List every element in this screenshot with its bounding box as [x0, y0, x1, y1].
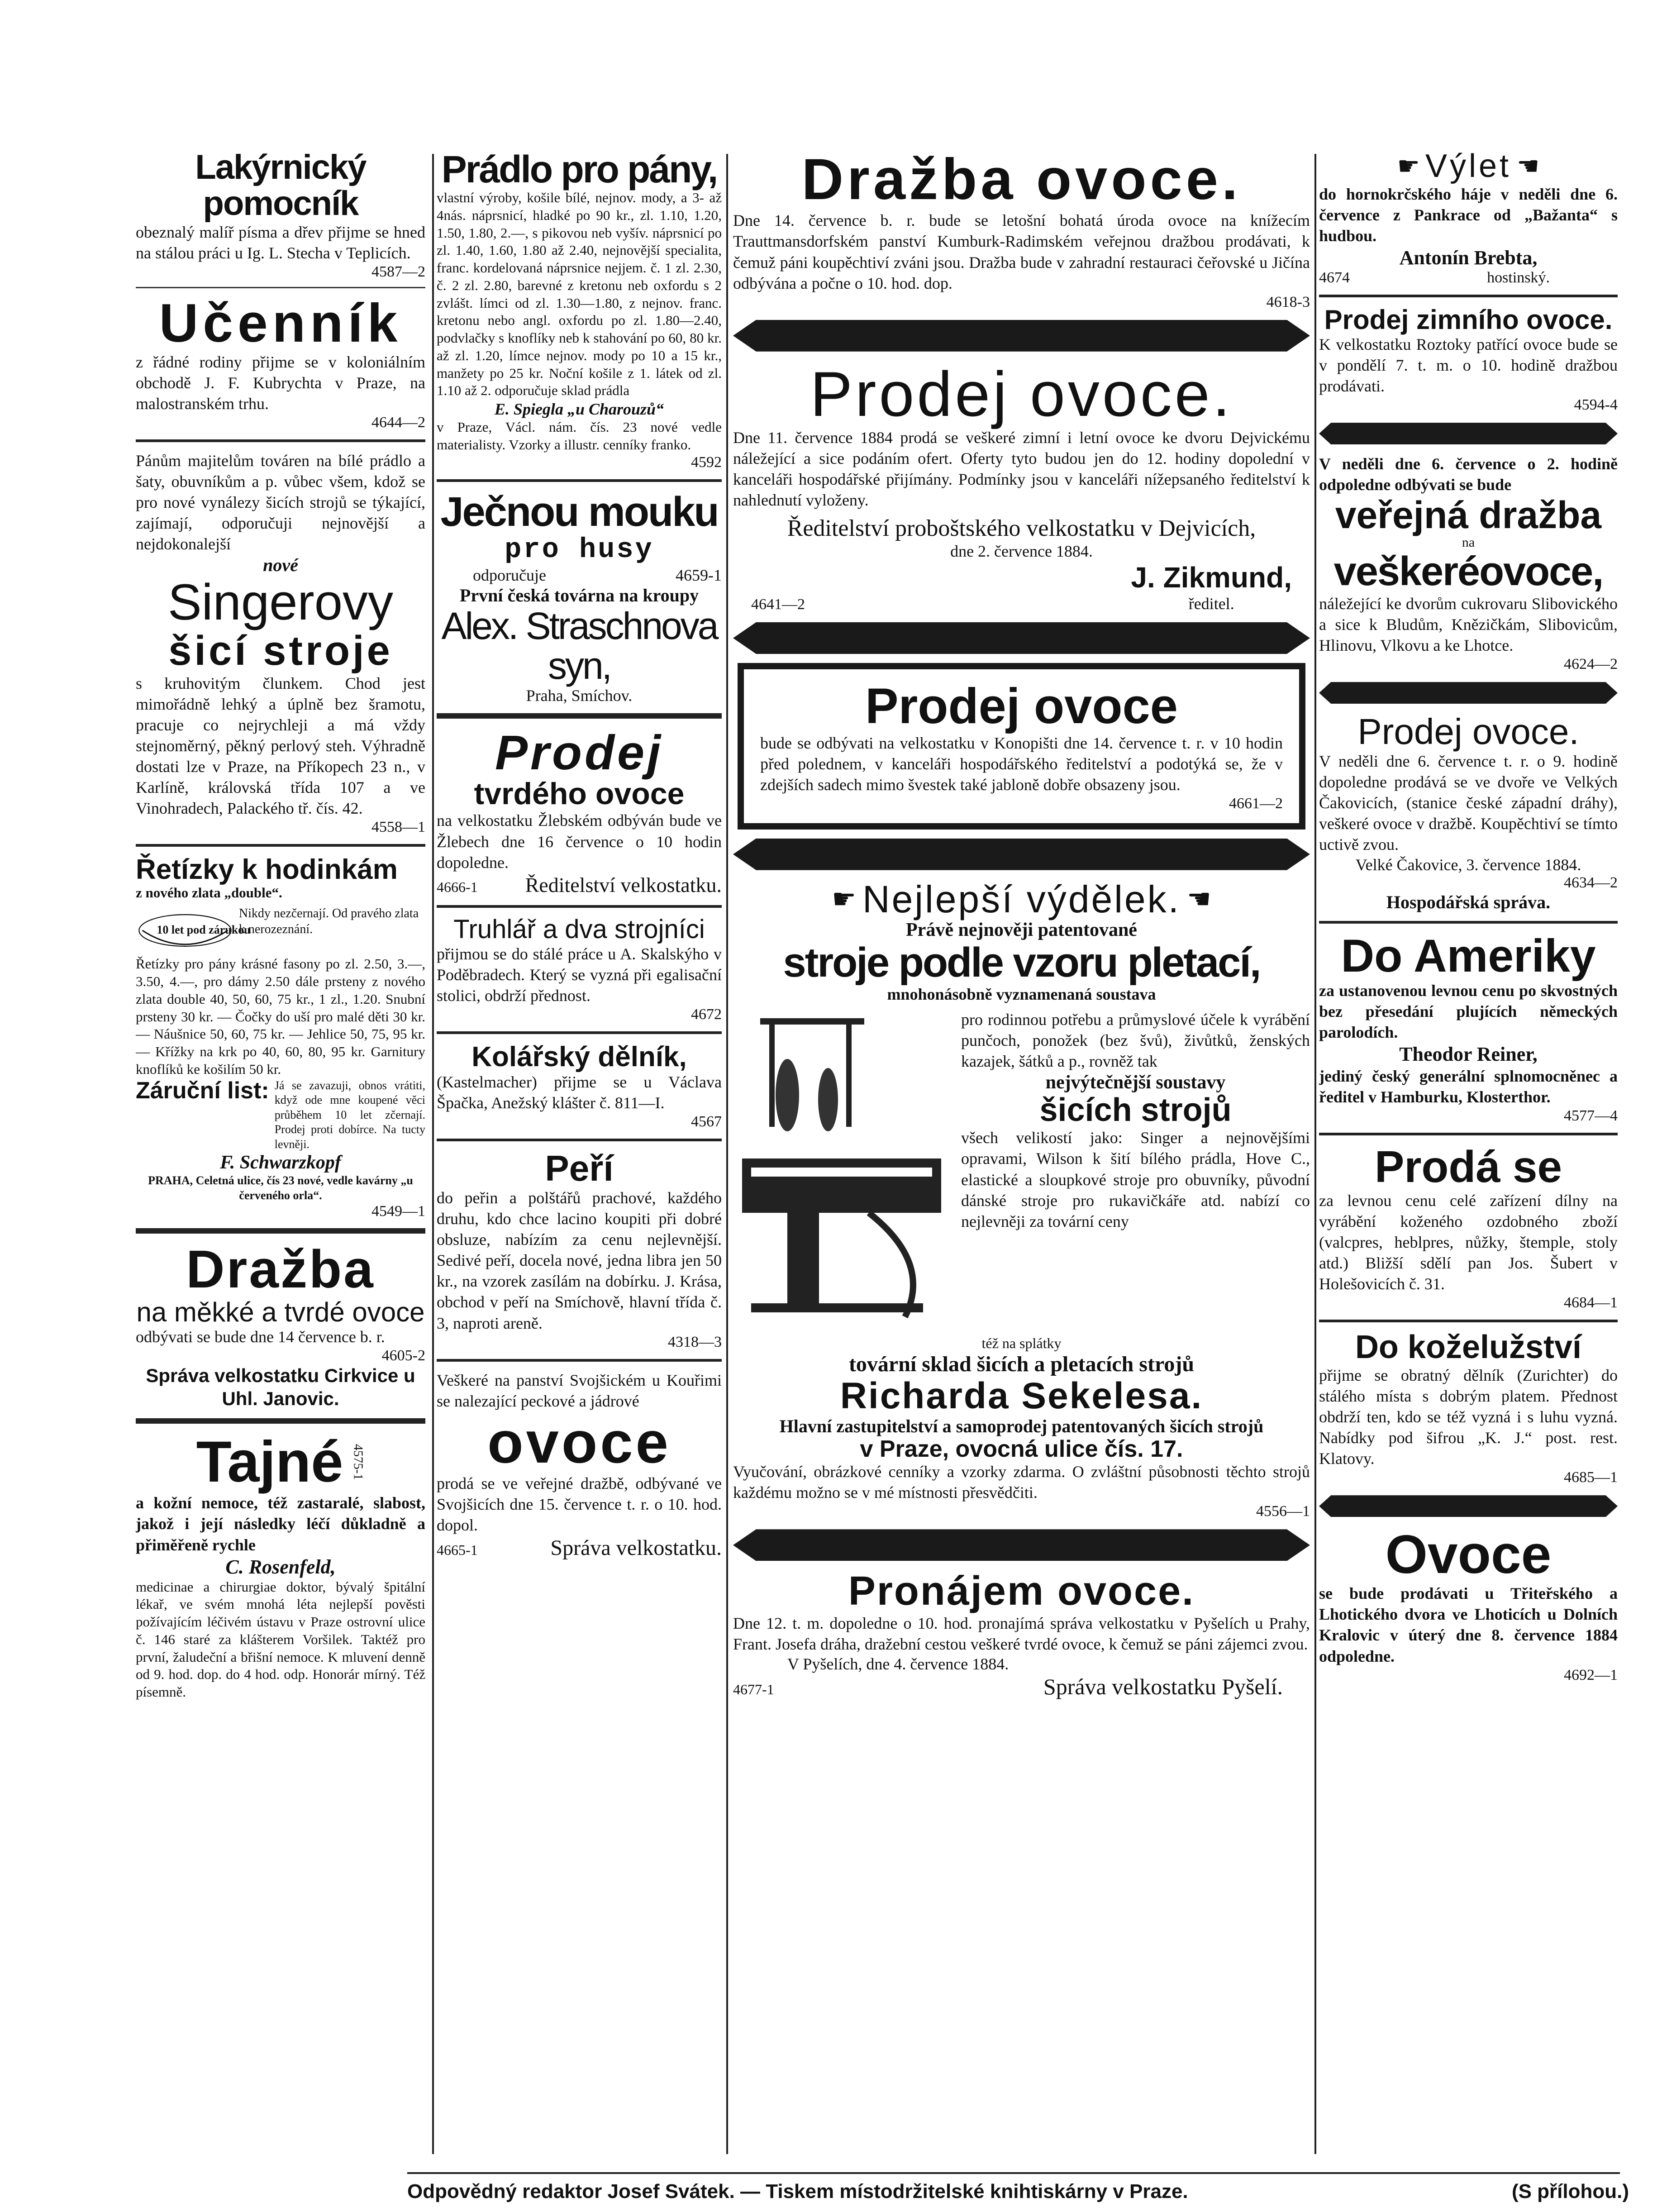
ad-address: Praha, Smíchov.	[526, 686, 633, 705]
ad-title: Výlet	[1425, 149, 1512, 184]
ad-signature: Správa velkostatku Cirkvice u Uhl. Janovic.	[146, 1365, 415, 1409]
column-2	[437, 149, 722, 2163]
divider	[1319, 1320, 1618, 1322]
divider	[1319, 1133, 1618, 1135]
ad-text: Vyučování, obrázkové cenníky a vzorky zdarma. O zvláštní působnosti těchto strojů každému možno se v mé místnosti přesvědčiti.	[733, 1463, 1310, 1502]
ad-title: Do Ameriky	[1341, 930, 1596, 982]
ad-subtitle: mnohonásobně vyznamenaná soustava	[887, 985, 1156, 1003]
ad-kolarsky	[437, 1042, 722, 1130]
ad-number: 4592	[691, 453, 722, 471]
ad-title: Dražba	[186, 1239, 375, 1300]
ad-highlight: nejvýtečnější soustavy	[1045, 1072, 1226, 1093]
ad-text: Dne 11. července 1884 prodá se veškeré zimní i letní ovoce ke dvoru Dejvickému náležející a sice podáním ofert. Oferty tyto budou jen do 12. hodiny dopolední v kanceláři hospodářské přijímány. Podmínky jsou v kanceláři nížepsaného ředitelství k nahlednutí vyloženy.	[733, 428, 1310, 509]
ad-text: odporučuje	[473, 566, 546, 585]
ad-text: náležející ke dvorům cukrovaru Slibovického a sice k Bludům, Knězičkám, Slibovicům, Hlinovu, Vlkovu a ke Lhotce.	[1319, 594, 1618, 655]
ad-name: Antonín Brebta,	[1399, 246, 1538, 269]
ad-title: Prodej	[495, 725, 664, 780]
column-4	[1319, 149, 1618, 2163]
ad-drazba-ovoce	[733, 149, 1310, 311]
ad-prodej-dejvice	[733, 358, 1310, 613]
ad-text: do hornokrčského háje v neděli dne 6. července z Pankrace od „Bažanta“ s hudbou.	[1319, 185, 1618, 245]
ad-director: J. Zikmund,	[1131, 561, 1292, 594]
ad-proda-se	[1319, 1144, 1618, 1311]
ad-title: ovoce	[487, 1409, 671, 1475]
ad-title: Prodá se	[1375, 1142, 1562, 1192]
divider	[136, 439, 425, 442]
ad-subtitle: šicí stroje	[168, 627, 393, 674]
ad-title: Prodej ovoce	[865, 678, 1178, 734]
column-rule	[726, 154, 728, 2154]
ad-text: na velkostatku Žlebském odbýván bude ve Žlebech dne 16 července o 10 hodin dopoledne.	[437, 811, 722, 872]
ad-text: Veškeré na panství Svojšickém u Kouřimi se nalezající peckové a jádrové	[437, 1371, 722, 1410]
ad-title: Prádlo pro pány,	[441, 149, 717, 191]
ornamental-band	[733, 622, 1310, 654]
ad-number: 4641—2	[751, 596, 805, 613]
ad-number: 4558—1	[371, 819, 425, 836]
ad-text: Řetízky pro pány krásné fasony po zl. 2.50, 3.—, 3.50, 4.—, pro dámy 2.50 dále prsteny z nového zlata double 40, 50, 60, 75 kr., 1 zl., 1.20. Snubní prsteny 30 kr. — Čočky do uší pro malé děti 30 kr. — Náušnice 50, 60, 75 kr. — Jehlice 50, 75, 95 kr. — Křížky na krk po 40, 60, 80, 95 kr. Garnitury knoflíků ke košilím 50 kr.	[136, 956, 425, 1077]
ad-number: 4587—2	[371, 263, 425, 280]
divider	[437, 1139, 722, 1141]
ad-number: 4666-1	[437, 878, 478, 895]
ad-title: Singerovy	[167, 574, 394, 631]
ad-name: Theodor Reiner,	[1399, 1043, 1538, 1065]
ad-title: Řetízky k hodinkám	[136, 854, 398, 886]
ad-retizky	[136, 855, 425, 1220]
ad-text: V neděli dne 6. července o 2. hodině odpoledne odbývati se bude	[1319, 455, 1618, 494]
ad-number: 4674	[1319, 269, 1350, 286]
ad-number: 4318—3	[668, 1333, 722, 1350]
ad-firm: Richarda Sekelesa.	[840, 1375, 1203, 1416]
ad-number: 4672	[691, 1006, 722, 1023]
ad-title: Do koželužství	[1355, 1329, 1582, 1366]
ad-text: jediný český generální splnomocněnec a ředitel v Hamburku, Klosterthor.	[1319, 1067, 1618, 1106]
ad-text: též na splátky	[981, 1335, 1062, 1351]
ad-address: v Praze, ovocná ulice čís. 17.	[860, 1435, 1183, 1462]
pointing-hand-icon: ☛	[1397, 153, 1420, 181]
ad-number: 4556—1	[1256, 1503, 1310, 1520]
ad-text: do peřin a polštářů prachové, každého druhu, kdo chce lacino koupiti při dobré obsluze, nabízím za cenu nejlevnější. Sedivé peří, docela nové, jedna libra jen 50 kr., na vzorek zasílám na dobírku. J. Krása, obchod v peří na Smíchově, hlavní třída č. 3, naproti areně.	[437, 1189, 722, 1332]
ad-text: V neděli dne 6. července t. r. o 9. hodině dopoledne prodává se ve dvoře ve Velkých Čakovicích, (stanice české západní dráhy), veškeré ovoce v dražbě. Koupěchtiví se tímto uctivě zvou.	[1319, 752, 1618, 854]
ornamental-band	[1319, 423, 1618, 444]
ad-verejna-drazba	[1319, 453, 1618, 673]
ad-number: 4577—4	[1564, 1107, 1618, 1125]
ad-text: přijmou se do stálé práce u A. Skalskýho v Poděbradech. Který se vyzná při egalisační stolici, obdrží přednost.	[437, 944, 722, 1005]
footer-imprint: Odpovědný redaktor Josef Svátek. — Tiskem místodržitelské knihtiskárny v Praze.	[407, 2180, 1188, 2202]
ad-title: Ječnou mouku	[440, 488, 718, 535]
ad-text: Dne 12. t. m. dopoledne o 10. hod. pronajímá správa velkostatku v Pyšelích u Prahy, Frant. Josefa dráha, dražební cestou veškeré tvrdé ovoce, k čemuž se páni zájemci zvou.	[733, 1614, 1310, 1653]
ad-subtitle: tvrdého ovoce	[474, 777, 685, 811]
ad-title: Kolářský dělník,	[471, 1041, 687, 1073]
ad-truhlar	[437, 916, 722, 1023]
ad-text: vlastní výroby, košile bílé, nejnov. mody, a 3- až 4nás. náprsnicí, hladké po 90 kr., zl. 1.10, 1.20, 1.50, 1.80, 2.—, s pikovou neb vyšív. náprsnicí po zl. 1.40, 1.60, 1.80 až 2.40, nejnovější specialita, franc. kordelovaná náprsnice nejjem. č. 1 zl. 2.30, č. 2 zl. 2.80, barevné z kretonu neb oxfordu s 2 zvlášt. límci od zl. 1.30—1.80, z nejnov. franc. kretonu nebo angl. oxfordu po zl. 1.80—2.40, podvlačky s knoflíky neb k stahování po 60, 80 kr. až zl. 1.20, límce nejnov. mody po 10 a 15 kr., manžety po 25 kr. Noční košile z 1. látek od zl. 1.10 až 2. odporučuje sklad prádla	[437, 190, 722, 399]
divider	[136, 287, 425, 288]
column-3	[733, 149, 1310, 2163]
ad-ucennik	[136, 292, 425, 431]
ad-text: Dne 14. července b. r. bude se letošní bohatá úroda ovoce na knížecím Trauttmansdorfském panství Kumburk-Radimském veřejnou dražbou prodávati, k čemuž páni koupěchtiví zváni jsou. Dražba bude v zahradní restauraci čeřovské u Jičína odbývána a počne o 10. hod. dop.	[733, 211, 1310, 292]
ad-number: 4618-3	[1266, 293, 1310, 310]
ad-vylet	[1319, 149, 1618, 286]
footer-supplement: (S přílohou.)	[1511, 2180, 1629, 2202]
ad-role: hostinský.	[1487, 269, 1550, 286]
ad-text: (Kastelmacher) přijme se u Václava Špačka, Anežský klášter č. 811—I.	[437, 1073, 722, 1112]
ad-text: bude se odbývati na velkostatku v Konopišti dne 14. července t. r. v 10 hodin před polednem, v kanceláři hospodářského ředitelství a podotýká se, že v zdejších sadech mimo švestek také jabloně dobře obsazeny jsou.	[760, 734, 1283, 794]
ad-date: Velké Čakovice, 3. července 1884.	[1355, 855, 1581, 874]
ad-zimni-ovoce	[1319, 305, 1618, 414]
ad-number: 4605-2	[381, 1347, 425, 1364]
ad-tajne	[136, 1429, 425, 1701]
ad-text: odbývati se bude dne 14 července b. r.	[136, 1328, 385, 1346]
ad-title: Prodej ovoce.	[1357, 711, 1579, 752]
divider	[136, 844, 425, 847]
ad-number: 4634—2	[1564, 874, 1618, 891]
ad-text: z řádné rodiny přijme se v koloniálním obchodě J. F. Kubrychta v Praze, na malostranském trhu.	[136, 353, 425, 413]
ad-number: 4677-1	[733, 1681, 774, 1698]
ad-signature: Ředitelství proboštského velkostatku v Dejvicích,	[787, 515, 1256, 542]
ornamental-band	[1319, 1495, 1618, 1517]
ad-title: Pronájem ovoce.	[848, 1568, 1195, 1614]
ad-signature: Správa velkostatku.	[550, 1536, 722, 1560]
ad-jecna-mouka	[437, 490, 722, 705]
ornamental-band	[733, 320, 1310, 352]
ad-number: 4624—2	[1564, 656, 1618, 673]
ad-text: všech velikostí jako: Singer a nejnovějšími opravami, Wilson k šití bílého prádla, Hove C., elastické a sloupkové stroje pro obuvníky, původní dánské stroje pro rukavičkáře atd. nabízí co nejlevněji za tovární ceny	[961, 1129, 1310, 1230]
ad-number: 4659-1	[676, 566, 722, 585]
ad-number: 4692—1	[1564, 1666, 1618, 1683]
ornamental-band	[733, 1529, 1310, 1561]
ad-text: s kruhovitým člunkem. Chod jest mimořádně lehký a úplně bez šramotu, pracuje co nejrychleji a má vždy stejnoměrný, pěkný perlový steh. Výhradně dostati lze v Praze, na Příkopech 23 n., v Karlíně, královská třída 107 a ve Vinohradech, Palackého tř. čís. 42.	[136, 674, 425, 818]
ad-text: obeznalý malíř písma a dřev přijme se hned na stálou práci u Ig. L. Stecha v Teplicích.	[136, 223, 425, 262]
ad-role: ředitel.	[1188, 595, 1234, 613]
ad-title: Dražba ovoce.	[801, 149, 1242, 212]
ad-text: za ustanovenou levnou cenu po skvostných bez přesedání plujících německých parolodích.	[1319, 981, 1618, 1041]
ad-signature: Hospodářská správa.	[1386, 891, 1551, 912]
warranty-badge-text: 10 let pod zárukou	[157, 923, 251, 936]
ad-text: Pánům majitelům továren na bílé prádlo a šaty, obuvníkům a p. vůbec všem, kdož se pro nové vynálezy šicích strojů se týkající, zajímají, odporučuji nejnovější a nejdokonalejší	[136, 451, 425, 553]
ad-lakyrnik	[136, 149, 425, 281]
ad-signature: Správa velkostatku Pyšelí.	[1043, 1674, 1283, 1700]
ad-title: Lakýrnický pomocník	[195, 149, 366, 223]
ad-text: pro rodinnou potřebu a průmyslové účele k vyrábění punčoch, ponožek (bez švů), živůtků, ženských kazajek, šátků a p., rovněž tak	[961, 1010, 1310, 1070]
ad-cakovice	[1319, 713, 1618, 912]
ad-text: na	[1462, 535, 1475, 550]
ad-number: 4644—2	[371, 414, 425, 431]
ad-amerika	[1319, 932, 1618, 1125]
ad-konopiste	[738, 663, 1305, 830]
ad-text: se bude prodávati u Třiteřského a Lhotického dvora ve Lhoticích u Dolních Kralovic v úterý dne 8. července 1884 odpoledne.	[1319, 1584, 1618, 1665]
ad-number: 4567	[691, 1113, 722, 1130]
ad-headline: stroje podle vzoru pletací,	[783, 939, 1260, 986]
ad-signature: Ředitelství velkostatku.	[525, 873, 722, 896]
ad-date: V Pyšelích, dne 4. července 1884.	[787, 1655, 1009, 1673]
divider	[437, 905, 722, 908]
ad-text: První česká továrna na kroupy	[459, 585, 699, 606]
ad-firm: F. Schwarzkopf	[220, 1152, 341, 1173]
ad-number: 4685—1	[1564, 1469, 1618, 1486]
ad-title: Nejlepší výdělek.	[862, 877, 1181, 920]
ad-subtitle: Právě nejnověji patentované	[906, 919, 1137, 940]
ad-svojsice	[437, 1370, 722, 1561]
pointing-hand-icon: ☚	[1517, 153, 1540, 181]
ad-subtitle: z nového zlata „double“.	[136, 885, 282, 901]
ad-title: Truhlář a dva strojníci	[453, 914, 705, 944]
ornamental-band	[733, 839, 1310, 870]
ad-number: 4549—1	[371, 1203, 425, 1220]
ad-subtitle: na měkké a tvrdé ovoce	[136, 1297, 425, 1328]
ad-text: přijme se obratný dělník (Zurichter) do stálého místa s dobrým platem. Přednost obdrží ten, kdo se též vyzná i s luhu vyzná. Nabídky pod šifrou „K. J.“ post. rest. Klatovy.	[1319, 1366, 1618, 1468]
ad-text: K velkostatku Roztoky patřící ovoce bude se v pondělí 7. t. m. o 10. hodině dražbou prodávati.	[1319, 335, 1618, 395]
ad-title: Tajné	[196, 1429, 343, 1494]
knitting-machine-illustration	[733, 1009, 950, 1335]
ad-text: prodá se ve veřejné dražbě, odbývané ve Svojšicích dne 15. července t. r. o 10. hod. dopol.	[437, 1474, 722, 1535]
divider	[1319, 295, 1618, 297]
ad-headline: šicích strojů	[1039, 1092, 1232, 1128]
ad-guarantee-text: Já se zavazuji, obnos vrátiti, když ode mne koupené věci průběhem 10 let zčernají. Prodej proti dobírce. Na tucty levněji.	[274, 1078, 425, 1151]
ad-title: Učenník	[159, 292, 402, 353]
ad-side-text: Nikdy nezčernají. Od pravého zlata k nerozeznání.	[238, 906, 419, 936]
ad-singer	[136, 450, 425, 836]
ad-date: dne 2. července 1884.	[950, 542, 1093, 561]
divider	[437, 713, 722, 719]
ad-subtitle: pro husy	[505, 534, 654, 566]
ad-highlight: tovární sklad šicích a pletacích strojů	[848, 1352, 1195, 1376]
divider	[437, 1031, 722, 1034]
ad-title: Peří	[545, 1148, 614, 1189]
ad-text: za levnou cenu celé zařízení dílny na vyrábění koženého ozdobného zboží (valcpres, heblpres, nůžky, štemple, stoly atd.) Bližší sdělí pan Jos. Šubert v Holešovicích č. 31.	[1319, 1191, 1618, 1293]
ad-number: 4661—2	[1229, 795, 1283, 812]
divider	[1319, 921, 1618, 924]
ad-drazba-cirkvice	[136, 1239, 425, 1410]
ad-doctor: C. Rosenfeld,	[225, 1555, 336, 1578]
ad-ovoce-lhotice	[1319, 1526, 1618, 1683]
ad-text: medicinae a chirurgiae doktor, bývalý špitální lékař, ve svém mnohá léta nejlepší pověsti požívajícím léčivém ústavu v Praze ostrovní ulice č. 146 staré za klášterem Voršilek. Taktéž pro první, žaludeční a břišní nemoce. K mluvení denně od 9. hod. dop. do 4 hod. odp. Honorár mírný. Též písemně.	[136, 1578, 425, 1700]
ad-title: veřejná dražba	[1335, 494, 1602, 537]
ad-prodej-tvrdeho	[437, 727, 722, 897]
divider	[136, 1418, 425, 1424]
ad-nejlepsi-vydelek	[733, 879, 1310, 1521]
ad-number: 4684—1	[1564, 1294, 1618, 1311]
ad-title: Prodej ovoce.	[810, 358, 1233, 429]
ad-peri	[437, 1149, 722, 1351]
footer-rule	[407, 2172, 1620, 2174]
ad-kozeluzstvi	[1319, 1330, 1618, 1486]
divider	[437, 1359, 722, 1362]
ad-number: 4665-1	[437, 1542, 478, 1559]
divider	[437, 479, 722, 482]
footer	[407, 2180, 1629, 2203]
pointing-hand-icon: ☛	[832, 884, 857, 914]
ad-highlight: nové	[263, 555, 298, 576]
ad-firm: Alex. Straschnova syn,	[441, 605, 717, 687]
ad-address: PRAHA, Celetná ulice, čís 23 nové, vedle kavárny „u červeného orla“.	[148, 1174, 413, 1202]
ad-pradlo	[437, 149, 722, 471]
ad-guarantee-title: Záruční list:	[136, 1077, 269, 1104]
ad-text: Hlavní zastupitelství a samoprodej patentovaných šicích strojů	[779, 1416, 1264, 1436]
column-rule	[432, 154, 434, 2154]
ad-text: a kožní nemoce, též zastaralé, slabost, jakož i její následky léčí důkladně a přiměřeně rychle	[136, 1494, 425, 1554]
column-1	[136, 149, 425, 2163]
divider	[136, 1228, 425, 1234]
ad-text: v Praze, Václ. nám. čís. 23 nové vedle materialisty. Vzorky a illustr. cenníky franko.	[437, 419, 722, 453]
ad-title: veškeréovoce,	[1333, 549, 1603, 595]
ad-title: Prodej zimního ovoce.	[1324, 304, 1613, 335]
ad-number: 4575-1	[351, 1444, 365, 1480]
ad-firm: E. Spiegla „u Charouzů“	[494, 400, 664, 419]
ad-title: Ovoce	[1385, 1524, 1552, 1585]
pointing-hand-icon: ☚	[1186, 884, 1211, 914]
ad-number: 4594-4	[1574, 396, 1618, 414]
column-rule	[1314, 154, 1316, 2154]
ad-pronajem	[733, 1570, 1310, 1700]
ornamental-band	[1319, 682, 1618, 704]
